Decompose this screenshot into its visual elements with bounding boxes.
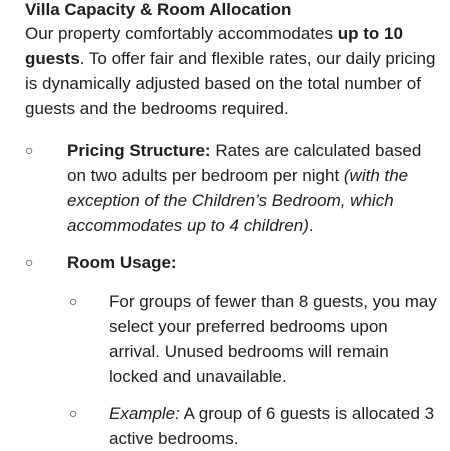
list-item-room-usage bbox=[25, 250, 440, 275]
list-item-example bbox=[25, 401, 440, 451]
room-selection-text: For groups of fewer than 8 guests, you may select your preferred bedrooms upon arrival. Unused bedrooms will remain locked and unavailable. bbox=[109, 292, 437, 386]
pricing-structure-label: Pricing Structure: bbox=[67, 141, 211, 160]
circle-bullet-icon: ○ bbox=[69, 405, 78, 421]
intro-text-start: Our property comfortably accommodates bbox=[25, 24, 338, 43]
list-item-room-selection bbox=[25, 289, 440, 389]
circle-bullet-icon: ○ bbox=[25, 142, 34, 158]
intro-capacity-highlight: up to 10 guests bbox=[25, 24, 403, 68]
pricing-structure-text: Rates are calculated based on two adults per bedroom per night bbox=[67, 141, 422, 185]
document-page bbox=[25, 0, 440, 451]
policy-list bbox=[25, 138, 440, 451]
room-usage-label: Room Usage: bbox=[67, 253, 177, 272]
example-label: Example: bbox=[109, 404, 180, 423]
pricing-structure-end: . bbox=[308, 216, 314, 235]
circle-bullet-icon: ○ bbox=[25, 254, 34, 270]
intro-paragraph bbox=[25, 21, 440, 121]
pricing-structure-exception: (with the exception of the Children’s Bedroom, which accommodates up to 4 children) bbox=[67, 166, 409, 235]
example-text: A group of 6 guests is allocated 3 active bedrooms. bbox=[109, 404, 435, 448]
intro-text-end: . To offer fair and flexible rates, our daily pricing is dynamically adjusted based on the total number of guests and the bedrooms required. bbox=[25, 49, 436, 118]
circle-bullet-icon: ○ bbox=[69, 293, 78, 309]
list-item-pricing-structure bbox=[25, 138, 440, 238]
page-title: Villa Capacity & Room Allocation bbox=[25, 0, 292, 19]
